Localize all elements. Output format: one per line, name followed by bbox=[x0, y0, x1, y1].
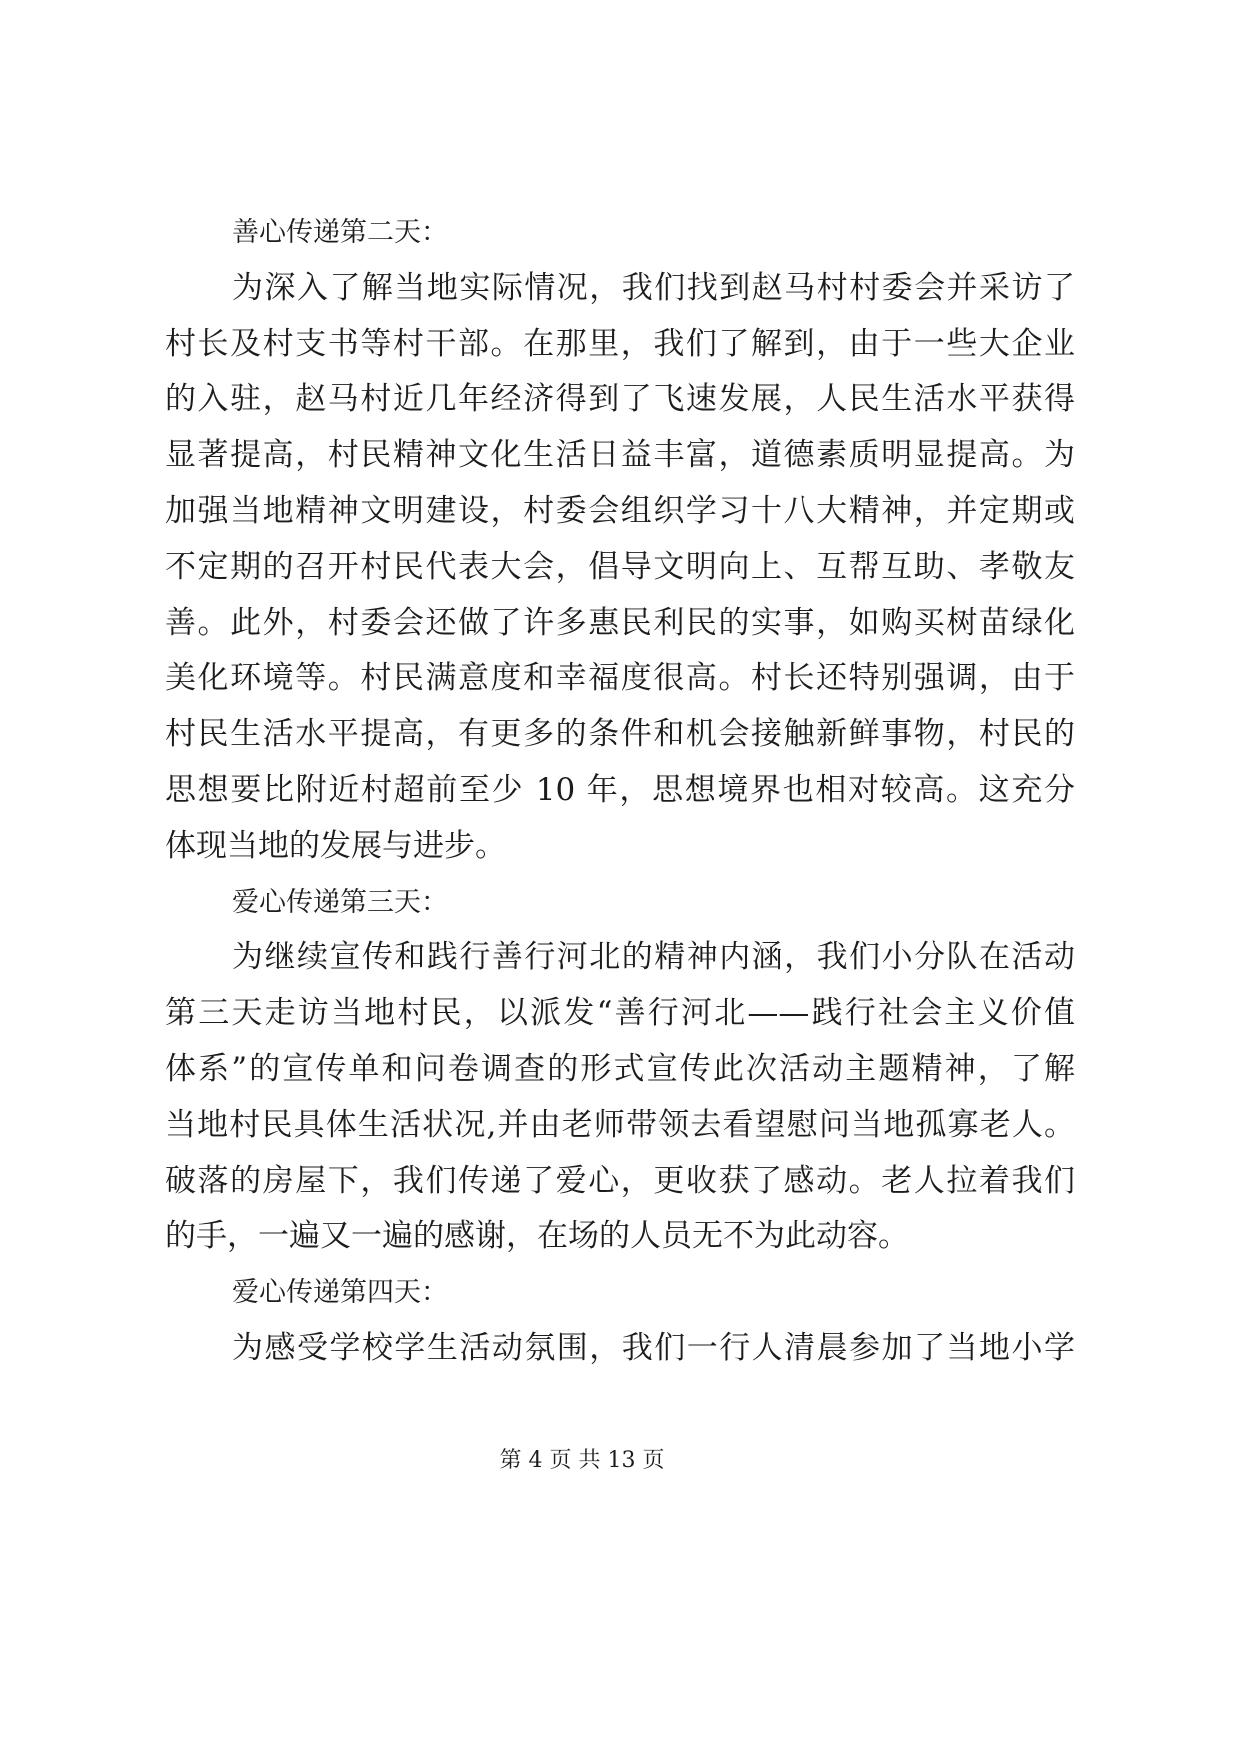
text-line: 加强当地精神文明建设，村委会组织学习十八大精神，并定期或 bbox=[165, 492, 1075, 529]
section-heading: 善心传递第二天： bbox=[232, 217, 448, 248]
text-line: 的手，一遍又一遍的感谢，在场的人员无不为此动容。 bbox=[165, 1218, 909, 1255]
text-line: 善。此外，村委会还做了许多惠民利民的实事，如购买树苗绿化 bbox=[165, 604, 1075, 641]
text-line: 为继续宣传和践行善行河北的精神内涵，我们小分队在活动 bbox=[232, 939, 1075, 976]
text-line: 显著提高，村民精神文化生活日益丰富，道德素质明显提高。为 bbox=[165, 437, 1075, 474]
document-body bbox=[165, 205, 1075, 1377]
text-line: 村民生活水平提高，有更多的条件和机会接触新鲜事物，村民的 bbox=[165, 716, 1075, 753]
page-footer: 第 4 页 共 13 页 bbox=[499, 1448, 665, 1473]
text-line: 为感受学校学生活动氛围，我们一行人清晨参加了当地小学 bbox=[232, 1329, 1075, 1366]
text-line: 第三天走访当地村民，以派发“善行河北——践行社会主义价值 bbox=[165, 995, 1075, 1032]
section-heading: 爱心传递第三天： bbox=[232, 886, 448, 918]
text-line: 不定期的召开村民代表大会，倡导文明向上、互帮互助、孝敬友 bbox=[165, 548, 1075, 585]
text-line: 思想要比附近村超前至少 10 年，思想境界也相对较高。这充分 bbox=[165, 771, 1075, 808]
text-line: 当地村民具体生活状况,并由老师带领去看望慰问当地孤寡老人。 bbox=[165, 1106, 1075, 1143]
text-line: 村长及村支书等村干部。在那里，我们了解到，由于一些大企业 bbox=[165, 325, 1075, 362]
text-line: 美化环境等。村民满意度和幸福度很高。村长还特别强调，由于 bbox=[165, 660, 1075, 697]
text-line: 为深入了解当地实际情况，我们找到赵马村村委会并采访了 bbox=[232, 269, 1075, 306]
text-line: 体现当地的发展与进步。 bbox=[165, 827, 506, 864]
text-line: 破落的房屋下，我们传递了爱心，更收获了感动。老人拉着我们 bbox=[165, 1162, 1075, 1199]
text-line: 的入驻，赵马村近几年经济得到了飞速发展，人民生活水平获得 bbox=[165, 381, 1075, 418]
section-heading: 爱心传递第四天： bbox=[232, 1277, 448, 1309]
text-line: 体系”的宣传单和问卷调查的形式宣传此次活动主题精神，了解 bbox=[165, 1050, 1075, 1087]
